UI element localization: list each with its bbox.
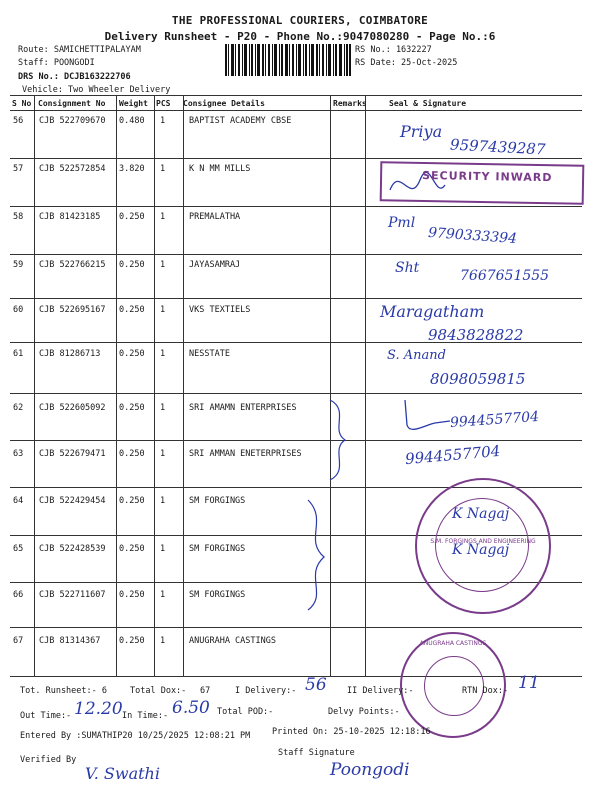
security-inward-stamp <box>380 161 585 205</box>
signature-row-64: K Nagaj <box>452 506 510 522</box>
barcode-image <box>225 44 351 76</box>
cell-weight: 0.250 <box>119 212 145 222</box>
signature-row-59: Sht <box>395 260 420 276</box>
col-header-remarks: Remarks <box>333 99 367 108</box>
cell-sno: 57 <box>13 164 24 174</box>
cell-sno: 64 <box>13 496 24 506</box>
cell-sno: 65 <box>13 544 24 554</box>
cell-consignment-no: CJB 522679471 <box>39 449 106 459</box>
cell-weight: 0.480 <box>119 116 145 126</box>
cell-consignee: JAYASAMRAJ <box>189 260 241 270</box>
signature-row-65: K Nagaj <box>452 542 510 558</box>
cell-sno: 59 <box>13 260 24 270</box>
col-header-consignment: Consignment No <box>38 99 106 108</box>
cell-pcs: 1 <box>160 260 166 270</box>
cell-weight: 3.820 <box>119 164 145 174</box>
cell-weight: 0.250 <box>119 260 145 270</box>
col-header-pcs: PCS <box>156 99 171 108</box>
anugraha-seal-text: ANUGRAHA CASTINGS <box>419 640 487 647</box>
cell-consignee: VKS TEXTIELS <box>189 305 251 315</box>
signature-scribble-62 <box>395 395 455 440</box>
sm-forgings-seal-text: S.M. FORGINGS AND ENGINEERING <box>430 538 536 545</box>
cell-pcs: 1 <box>160 349 166 359</box>
cell-consignee: SM FORGINGS <box>189 496 246 506</box>
anugraha-castings-seal <box>400 632 509 738</box>
runsheet-subtitle: Delivery Runsheet - P20 - Phone No.:9047080280 - Page No.:6 <box>104 30 496 43</box>
staff-text: Staff: POONGODI <box>18 58 95 68</box>
cell-consignment-no: CJB 522766215 <box>39 260 106 270</box>
out-time-value: 12.20 <box>74 699 123 719</box>
cell-consignment-no: CJB 81286713 <box>39 349 101 359</box>
cell-pcs: 1 <box>160 590 166 600</box>
out-time-label: Out Time:- <box>20 711 72 721</box>
cell-weight: 0.250 <box>119 544 145 554</box>
rs-date: RS Date: 25-Oct-2025 <box>355 58 458 68</box>
rtn-dox-value: 11 <box>518 673 540 693</box>
cell-consignee: ANUGRAHA CASTINGS <box>189 636 276 646</box>
bracket-scribble-62-63 <box>320 395 360 485</box>
cell-consignee: NESSTATE <box>189 349 230 359</box>
cell-consignment-no: CJB 522711607 <box>39 590 106 600</box>
cell-pcs: 1 <box>160 212 166 222</box>
signature-row-58: Pml <box>388 215 416 231</box>
cell-weight: 0.250 <box>119 305 145 315</box>
cell-consignee: SRI AMMAN ENETERPRISES <box>189 449 302 459</box>
cell-consignment-no: CJB 81314367 <box>39 636 101 646</box>
i-delivery-label: I Delivery:- <box>235 686 297 696</box>
signature-row-60: Maragatham <box>380 302 485 321</box>
route-text: Route: SAMICHETTIPALAYAM <box>18 45 141 55</box>
phone-row-59: 7667651555 <box>460 268 550 284</box>
signature-row-61: S. Anand <box>387 348 446 363</box>
cell-consignment-no: CJB 522572854 <box>39 164 106 174</box>
delvy-points-label: Delvy Points:- <box>328 707 400 717</box>
staff-signature: Poongodi <box>330 760 410 780</box>
phone-row-56: 9597439287 <box>449 135 546 159</box>
cell-pcs: 1 <box>160 544 166 554</box>
printed-on: Printed On: 25-10-2025 12:18:16 <box>272 727 431 737</box>
cell-consignment-no: CJB 522428539 <box>39 544 106 554</box>
staff-signature-label: Staff Signature <box>278 748 355 758</box>
vehicle-text: Vehicle: Two Wheeler Delivery <box>22 85 171 95</box>
cell-weight: 0.250 <box>119 403 145 413</box>
cell-weight: 0.250 <box>119 449 145 459</box>
phone-row-58: 9790333394 <box>427 224 518 248</box>
cell-sno: 60 <box>13 305 24 315</box>
cell-consignee: SM FORGINGS <box>189 590 246 600</box>
cell-consignment-no: CJB 522429454 <box>39 496 106 506</box>
cell-sno: 61 <box>13 349 24 359</box>
rtn-dox-label: RTN Dox:- <box>462 686 509 696</box>
security-stamp-text: SECURITY INWARD <box>422 168 553 185</box>
cell-consignee: SRI AMAMN ENTERPRISES <box>189 403 297 413</box>
cell-pcs: 1 <box>160 403 166 413</box>
cell-pcs: 1 <box>160 305 166 315</box>
cell-consignment-no: CJB 522695167 <box>39 305 106 315</box>
cell-consignment-no: CJB 522709670 <box>39 116 106 126</box>
runsheet-title: THE PROFESSIONAL COURIERS, COIMBATORE <box>171 14 429 27</box>
cell-sno: 62 <box>13 403 24 413</box>
col-header-weight: Weight <box>119 99 148 108</box>
cell-sno: 58 <box>13 212 24 222</box>
cell-sno: 56 <box>13 116 24 126</box>
total-dox-value: 67 <box>200 686 211 696</box>
cell-sno: 66 <box>13 590 24 600</box>
cell-pcs: 1 <box>160 496 166 506</box>
entered-by: Entered By :SUMATHIP20 10/25/2025 12:08:21 PM <box>20 731 251 741</box>
total-dox-label: Total Dox:- <box>130 686 187 696</box>
cell-weight: 0.250 <box>119 636 145 646</box>
cell-consignee: BAPTIST ACADEMY CBSE <box>189 116 292 126</box>
cell-consignee: PREMALATHA <box>189 212 241 222</box>
phone-row-62: 9944557704 <box>449 408 540 432</box>
rs-number: RS No.: 1632227 <box>355 45 432 55</box>
tot-runsheet: Tot. Runsheet:- 6 <box>20 686 107 696</box>
col-header-sno: S No <box>12 99 32 108</box>
cell-pcs: 1 <box>160 164 166 174</box>
verified-signature: V. Swathi <box>85 764 160 783</box>
phone-row-63: 9944557704 <box>404 441 502 469</box>
in-time-label: In Time:- <box>122 711 169 721</box>
total-pod-label: Total POD:- <box>217 707 274 717</box>
sm-forgings-seal <box>415 478 551 614</box>
cell-weight: 0.250 <box>119 496 145 506</box>
phone-row-61: 8098059815 <box>430 370 526 388</box>
in-time-value: 6.50 <box>172 698 210 718</box>
i-delivery-value: 56 <box>305 675 327 695</box>
cell-weight: 0.250 <box>119 349 145 359</box>
cell-consignment-no: CJB 81423185 <box>39 212 101 222</box>
signature-row-56: Priya <box>400 122 443 141</box>
cell-pcs: 1 <box>160 449 166 459</box>
drs-text: DRS No.: DCJB163222706 <box>18 72 131 82</box>
col-header-consignee: Consignee Details <box>183 99 265 108</box>
cell-pcs: 1 <box>160 116 166 126</box>
ii-delivery-label: II Delivery:- <box>347 686 414 696</box>
cell-sno: 63 <box>13 449 24 459</box>
cell-weight: 0.250 <box>119 590 145 600</box>
verified-by-label: Verified By <box>20 755 77 765</box>
cell-pcs: 1 <box>160 636 166 646</box>
col-header-seal-signature: Seal & Signature <box>389 99 467 108</box>
bracket-scribble-64-66 <box>296 495 336 615</box>
cell-sno: 67 <box>13 636 24 646</box>
cell-consignee: SM FORGINGS <box>189 544 246 554</box>
cell-consignment-no: CJB 522605092 <box>39 403 106 413</box>
phone-row-60: 9843828822 <box>428 326 524 344</box>
cell-consignee: K N MM MILLS <box>189 164 251 174</box>
